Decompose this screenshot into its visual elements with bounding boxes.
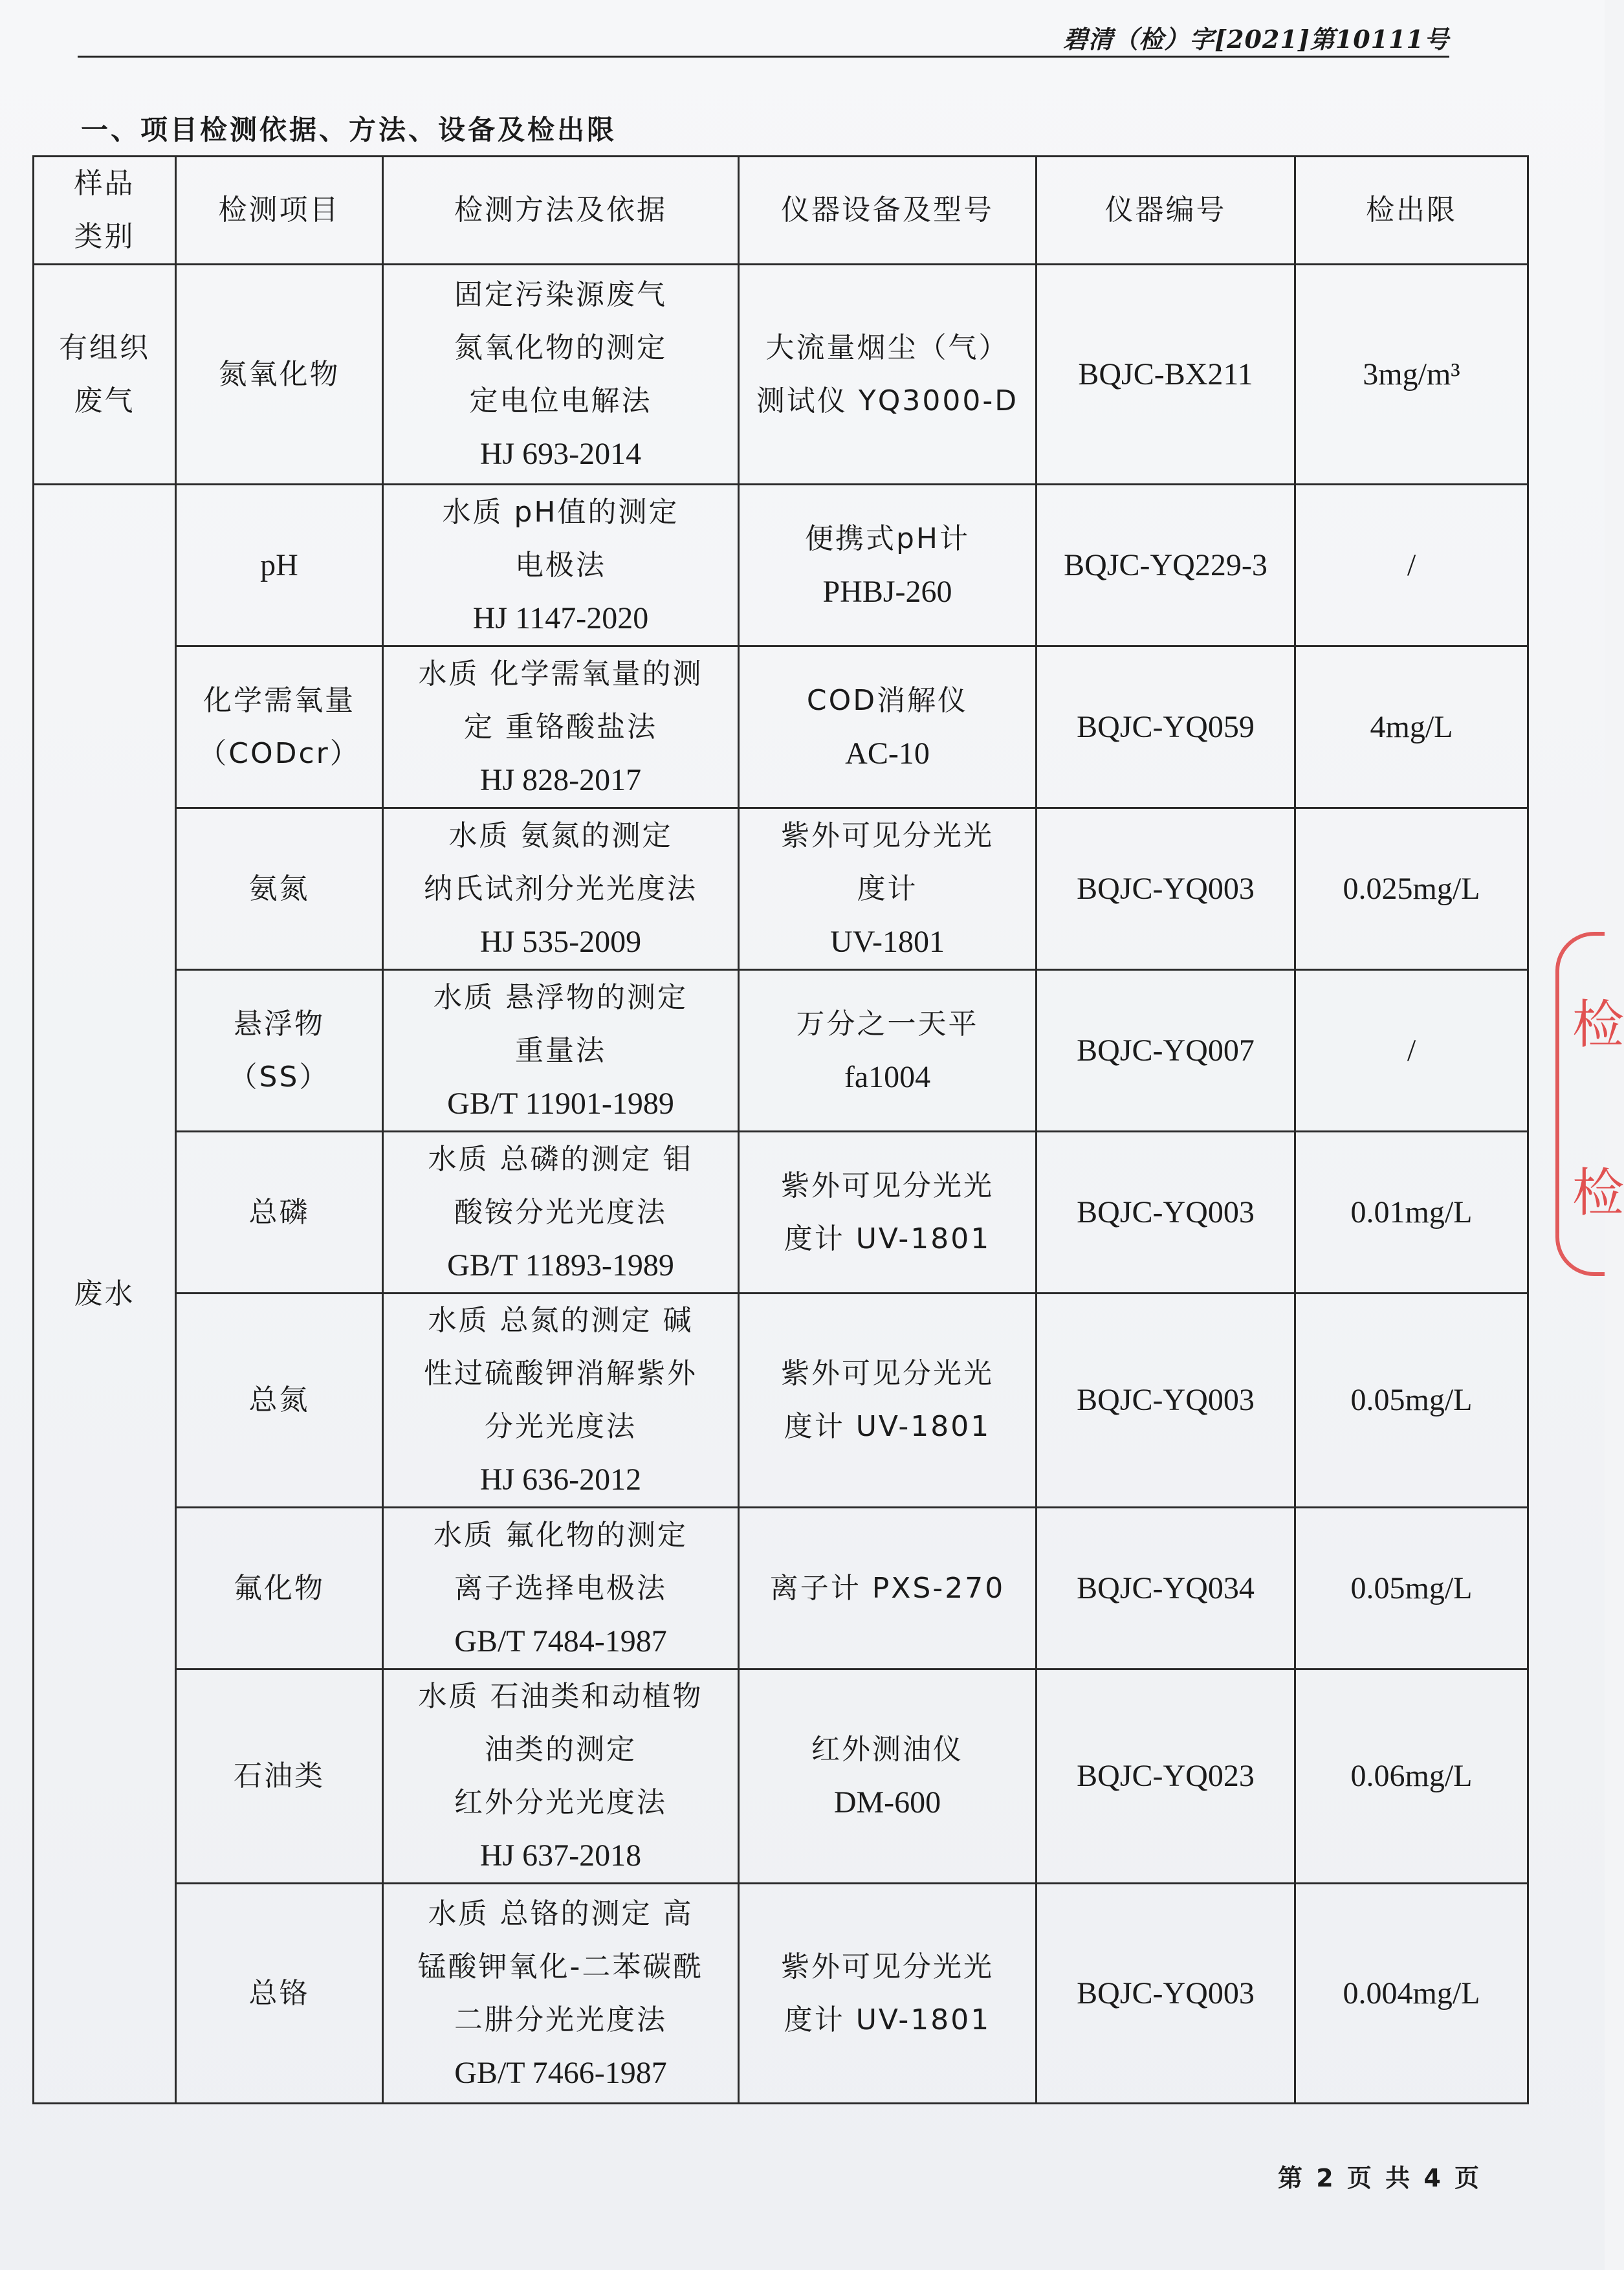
instrument-no-cell: BQJC-BX211: [1037, 265, 1295, 485]
method-line: 定 重铬酸盐法: [464, 710, 657, 744]
limit-cell: 0.06mg/L: [1295, 1669, 1528, 1884]
table-row: [34, 970, 1528, 1132]
equipment-line: 测试仪 YQ3000-D: [756, 384, 1019, 417]
method-line: 电极法: [515, 548, 606, 582]
equipment-line: COD消解仪: [806, 683, 969, 717]
item-lines: [183, 863, 375, 916]
equipment-lines: [746, 1562, 1029, 1615]
equipment-cell: [739, 1669, 1037, 1884]
table-row: [34, 1294, 1528, 1508]
equipment-lines: [746, 322, 1029, 428]
limit-cell: /: [1295, 970, 1528, 1132]
method-line: 水质 悬浮物的测定: [433, 980, 688, 1014]
item-line: （CODcr）: [198, 736, 360, 770]
equipment-line: 度计: [857, 872, 918, 905]
method-line: HJ 1147-2020: [472, 601, 649, 635]
method-cell: [383, 1508, 739, 1669]
method-line: HJ 828-2017: [479, 762, 642, 797]
item-line: 悬浮物: [234, 1007, 325, 1041]
equipment-cell: [739, 1294, 1037, 1508]
category-line: 废气: [74, 384, 135, 417]
method-lines: [390, 1670, 731, 1882]
category-cell: [34, 265, 176, 485]
table-row: [34, 1508, 1528, 1669]
method-lines: [390, 269, 731, 481]
equipment-cell: [739, 646, 1037, 808]
item-cell: [176, 1294, 383, 1508]
table-row: [34, 265, 1528, 485]
method-line: GB/T 11901-1989: [447, 1086, 674, 1121]
item-cell: [176, 485, 383, 646]
equipment-cell: [739, 970, 1037, 1132]
table-row: [34, 485, 1528, 646]
equipment-line: 度计 UV-1801: [784, 2003, 991, 2036]
item-line: 总铬: [248, 1976, 310, 2010]
equipment-lines: [746, 1723, 1029, 1829]
method-cell: [383, 970, 739, 1132]
equipment-cell: [739, 1884, 1037, 2104]
equipment-line: 红外测油仪: [811, 1733, 963, 1766]
method-lines: [390, 1509, 731, 1668]
table-row: [34, 1669, 1528, 1884]
stamp-char: 检: [1572, 994, 1624, 1055]
method-cell: [383, 485, 739, 646]
method-line: 水质 氨氮的测定: [448, 819, 673, 852]
method-line: HJ 535-2009: [479, 924, 642, 959]
item-cell: [176, 1884, 383, 2104]
instrument-no-cell: BQJC-YQ003: [1037, 1294, 1295, 1508]
equipment-line: 大流量烟尘（气）: [765, 331, 1009, 364]
header-category-lines: [41, 157, 168, 263]
equipment-cell: [739, 265, 1037, 485]
item-line: （SS）: [228, 1060, 330, 1094]
table-row: [34, 646, 1528, 808]
limit-cell: 0.025mg/L: [1295, 808, 1528, 970]
method-line: HJ 637-2018: [479, 1838, 642, 1873]
limit-cell: 4mg/L: [1295, 646, 1528, 808]
method-line: 离子选择电极法: [454, 1571, 667, 1605]
report-number: 碧清（检）字[2021]第10111号: [1063, 25, 1449, 54]
instrument-no-cell: BQJC-YQ059: [1037, 646, 1295, 808]
category-lines: [41, 322, 168, 428]
instrument-no-cell: BQJC-YQ034: [1037, 1508, 1295, 1669]
table-header-row: [34, 157, 1528, 265]
method-table: [32, 155, 1529, 2104]
equipment-line: 紫外可见分光光: [781, 1169, 994, 1202]
item-lines: [183, 1186, 375, 1239]
equipment-lines: [746, 810, 1029, 969]
equipment-line: 便携式pH计: [804, 522, 970, 555]
method-line: 重量法: [515, 1033, 606, 1067]
equipment-line: PHBJ-260: [822, 574, 952, 609]
item-cell: [176, 1508, 383, 1669]
equipment-line: 紫外可见分光光: [781, 819, 994, 852]
method-line: GB/T 7466-1987: [454, 2055, 667, 2090]
method-cell: [383, 1294, 739, 1508]
table-body: [34, 265, 1528, 2104]
category-lines: [41, 1268, 168, 1321]
equipment-line: 度计 UV-1801: [784, 1222, 991, 1255]
item-lines: [183, 674, 375, 780]
item-cell: [176, 970, 383, 1132]
equipment-line: 万分之一天平: [796, 1007, 979, 1041]
method-cell: [383, 265, 739, 485]
item-line: 总氮: [248, 1383, 310, 1416]
method-cell: [383, 1132, 739, 1294]
header-equipment: 仪器设备及型号: [739, 157, 1037, 265]
equipment-line: 度计 UV-1801: [784, 1410, 991, 1443]
method-cell: [383, 646, 739, 808]
method-line: 水质 总磷的测定 钼: [428, 1142, 694, 1176]
instrument-no-cell: BQJC-YQ007: [1037, 970, 1295, 1132]
equipment-cell: [739, 1132, 1037, 1294]
item-line: 石油类: [234, 1759, 325, 1792]
header-limit: 检出限: [1295, 157, 1528, 265]
item-lines: [183, 539, 375, 592]
limit-cell: 0.05mg/L: [1295, 1294, 1528, 1508]
method-lines: [390, 810, 731, 969]
item-lines: [183, 998, 375, 1104]
method-line: 水质 氟化物的测定: [433, 1518, 688, 1552]
method-line: 性过硫酸钾消解紫外: [424, 1357, 697, 1390]
item-cell: [176, 808, 383, 970]
item-line: 总磷: [248, 1195, 310, 1229]
instrument-no-cell: BQJC-YQ023: [1037, 1669, 1295, 1884]
limit-cell: 0.004mg/L: [1295, 1884, 1528, 2104]
method-line: 水质 pH值的测定: [442, 495, 679, 529]
item-cell: [176, 1669, 383, 1884]
method-line: HJ 693-2014: [479, 436, 642, 471]
header-item: 检测项目: [176, 157, 383, 265]
instrument-no-cell: BQJC-YQ003: [1037, 808, 1295, 970]
header-category-line: 类别: [74, 220, 135, 253]
method-line: 锰酸钾氧化-二苯碳酰: [417, 1950, 704, 1983]
category-cell: [34, 485, 176, 2104]
table-row: [34, 1884, 1528, 2104]
method-lines: [390, 486, 731, 645]
item-lines: [183, 1374, 375, 1427]
method-line: 水质 总铬的测定 高: [428, 1897, 694, 1930]
header-method: 检测方法及依据: [383, 157, 739, 265]
item-line: 氨氮: [248, 872, 310, 905]
item-lines: [183, 1967, 375, 2020]
instrument-no-cell: BQJC-YQ003: [1037, 1884, 1295, 2104]
equipment-lines: [746, 998, 1029, 1104]
method-line: GB/T 11893-1989: [447, 1248, 674, 1283]
instrument-no-cell: BQJC-YQ003: [1037, 1132, 1295, 1294]
item-line: 化学需氧量: [203, 683, 355, 717]
limit-cell: 0.01mg/L: [1295, 1132, 1528, 1294]
method-line: 二肼分光光度法: [454, 2003, 667, 2036]
method-line: GB/T 7484-1987: [454, 1624, 667, 1658]
method-cell: [383, 1669, 739, 1884]
red-stamp-fragment: [1555, 932, 1624, 1276]
equipment-lines: [746, 1160, 1029, 1266]
limit-cell: 3mg/m³: [1295, 265, 1528, 485]
method-line: 水质 化学需氧量的测: [418, 657, 703, 690]
method-cell: [383, 1884, 739, 2104]
method-lines: [390, 971, 731, 1130]
equipment-lines: [746, 674, 1029, 780]
stamp-char: 检: [1572, 1162, 1624, 1223]
header-rule: [78, 56, 1449, 58]
equipment-line: UV-1801: [830, 924, 945, 959]
table-row: [34, 808, 1528, 970]
equipment-line: AC-10: [845, 736, 930, 771]
equipment-lines: [746, 1347, 1029, 1453]
equipment-line: fa1004: [844, 1059, 931, 1094]
method-line: 水质 石油类和动植物: [418, 1680, 703, 1713]
table-row: [34, 1132, 1528, 1294]
category-line: 有组织: [59, 331, 150, 364]
method-line: 酸铵分光光度法: [454, 1195, 667, 1229]
method-line: 分光光度法: [485, 1410, 637, 1443]
method-line: 氮氧化物的测定: [454, 331, 667, 364]
instrument-no-cell: BQJC-YQ229-3: [1037, 485, 1295, 646]
equipment-cell: [739, 1508, 1037, 1669]
equipment-cell: [739, 485, 1037, 646]
limit-cell: /: [1295, 485, 1528, 646]
equipment-cell: [739, 808, 1037, 970]
page-footer: 第 2 页 共 4 页: [1277, 2164, 1482, 2192]
equipment-line: 紫外可见分光光: [781, 1357, 994, 1390]
item-lines: [183, 348, 375, 401]
equipment-lines: [746, 1941, 1029, 2047]
method-lines: [390, 1888, 731, 2100]
item-line: 氮氧化物: [218, 357, 340, 391]
header-category-line: 样品: [74, 167, 135, 200]
method-line: 纳氏试剂分光光度法: [424, 872, 697, 905]
item-cell: [176, 646, 383, 808]
category-line: 废水: [74, 1277, 135, 1310]
method-lines: [390, 1133, 731, 1292]
header-category: [34, 157, 176, 265]
equipment-line: 离子计 PXS-270: [769, 1571, 1005, 1605]
limit-cell: 0.05mg/L: [1295, 1508, 1528, 1669]
item-line: 氟化物: [234, 1571, 325, 1605]
method-cell: [383, 808, 739, 970]
item-cell: [176, 265, 383, 485]
method-line: 红外分光光度法: [454, 1786, 667, 1819]
item-lines: [183, 1562, 375, 1615]
method-line: 水质 总氮的测定 碱: [428, 1304, 694, 1337]
method-lines: [390, 648, 731, 807]
method-line: 固定污染源废气: [454, 278, 667, 311]
method-line: 定电位电解法: [469, 384, 652, 417]
equipment-lines: [746, 512, 1029, 619]
item-line: pH: [260, 547, 298, 582]
header-instrument-no: 仪器编号: [1037, 157, 1295, 265]
section-title: 一、项目检测依据、方法、设备及检出限: [81, 114, 617, 146]
item-lines: [183, 1750, 375, 1803]
method-lines: [390, 1294, 731, 1506]
equipment-line: 紫外可见分光光: [781, 1950, 994, 1983]
method-line: 油类的测定: [485, 1733, 637, 1766]
equipment-line: DM-600: [833, 1785, 941, 1820]
method-line: HJ 636-2012: [479, 1462, 642, 1497]
item-cell: [176, 1132, 383, 1294]
